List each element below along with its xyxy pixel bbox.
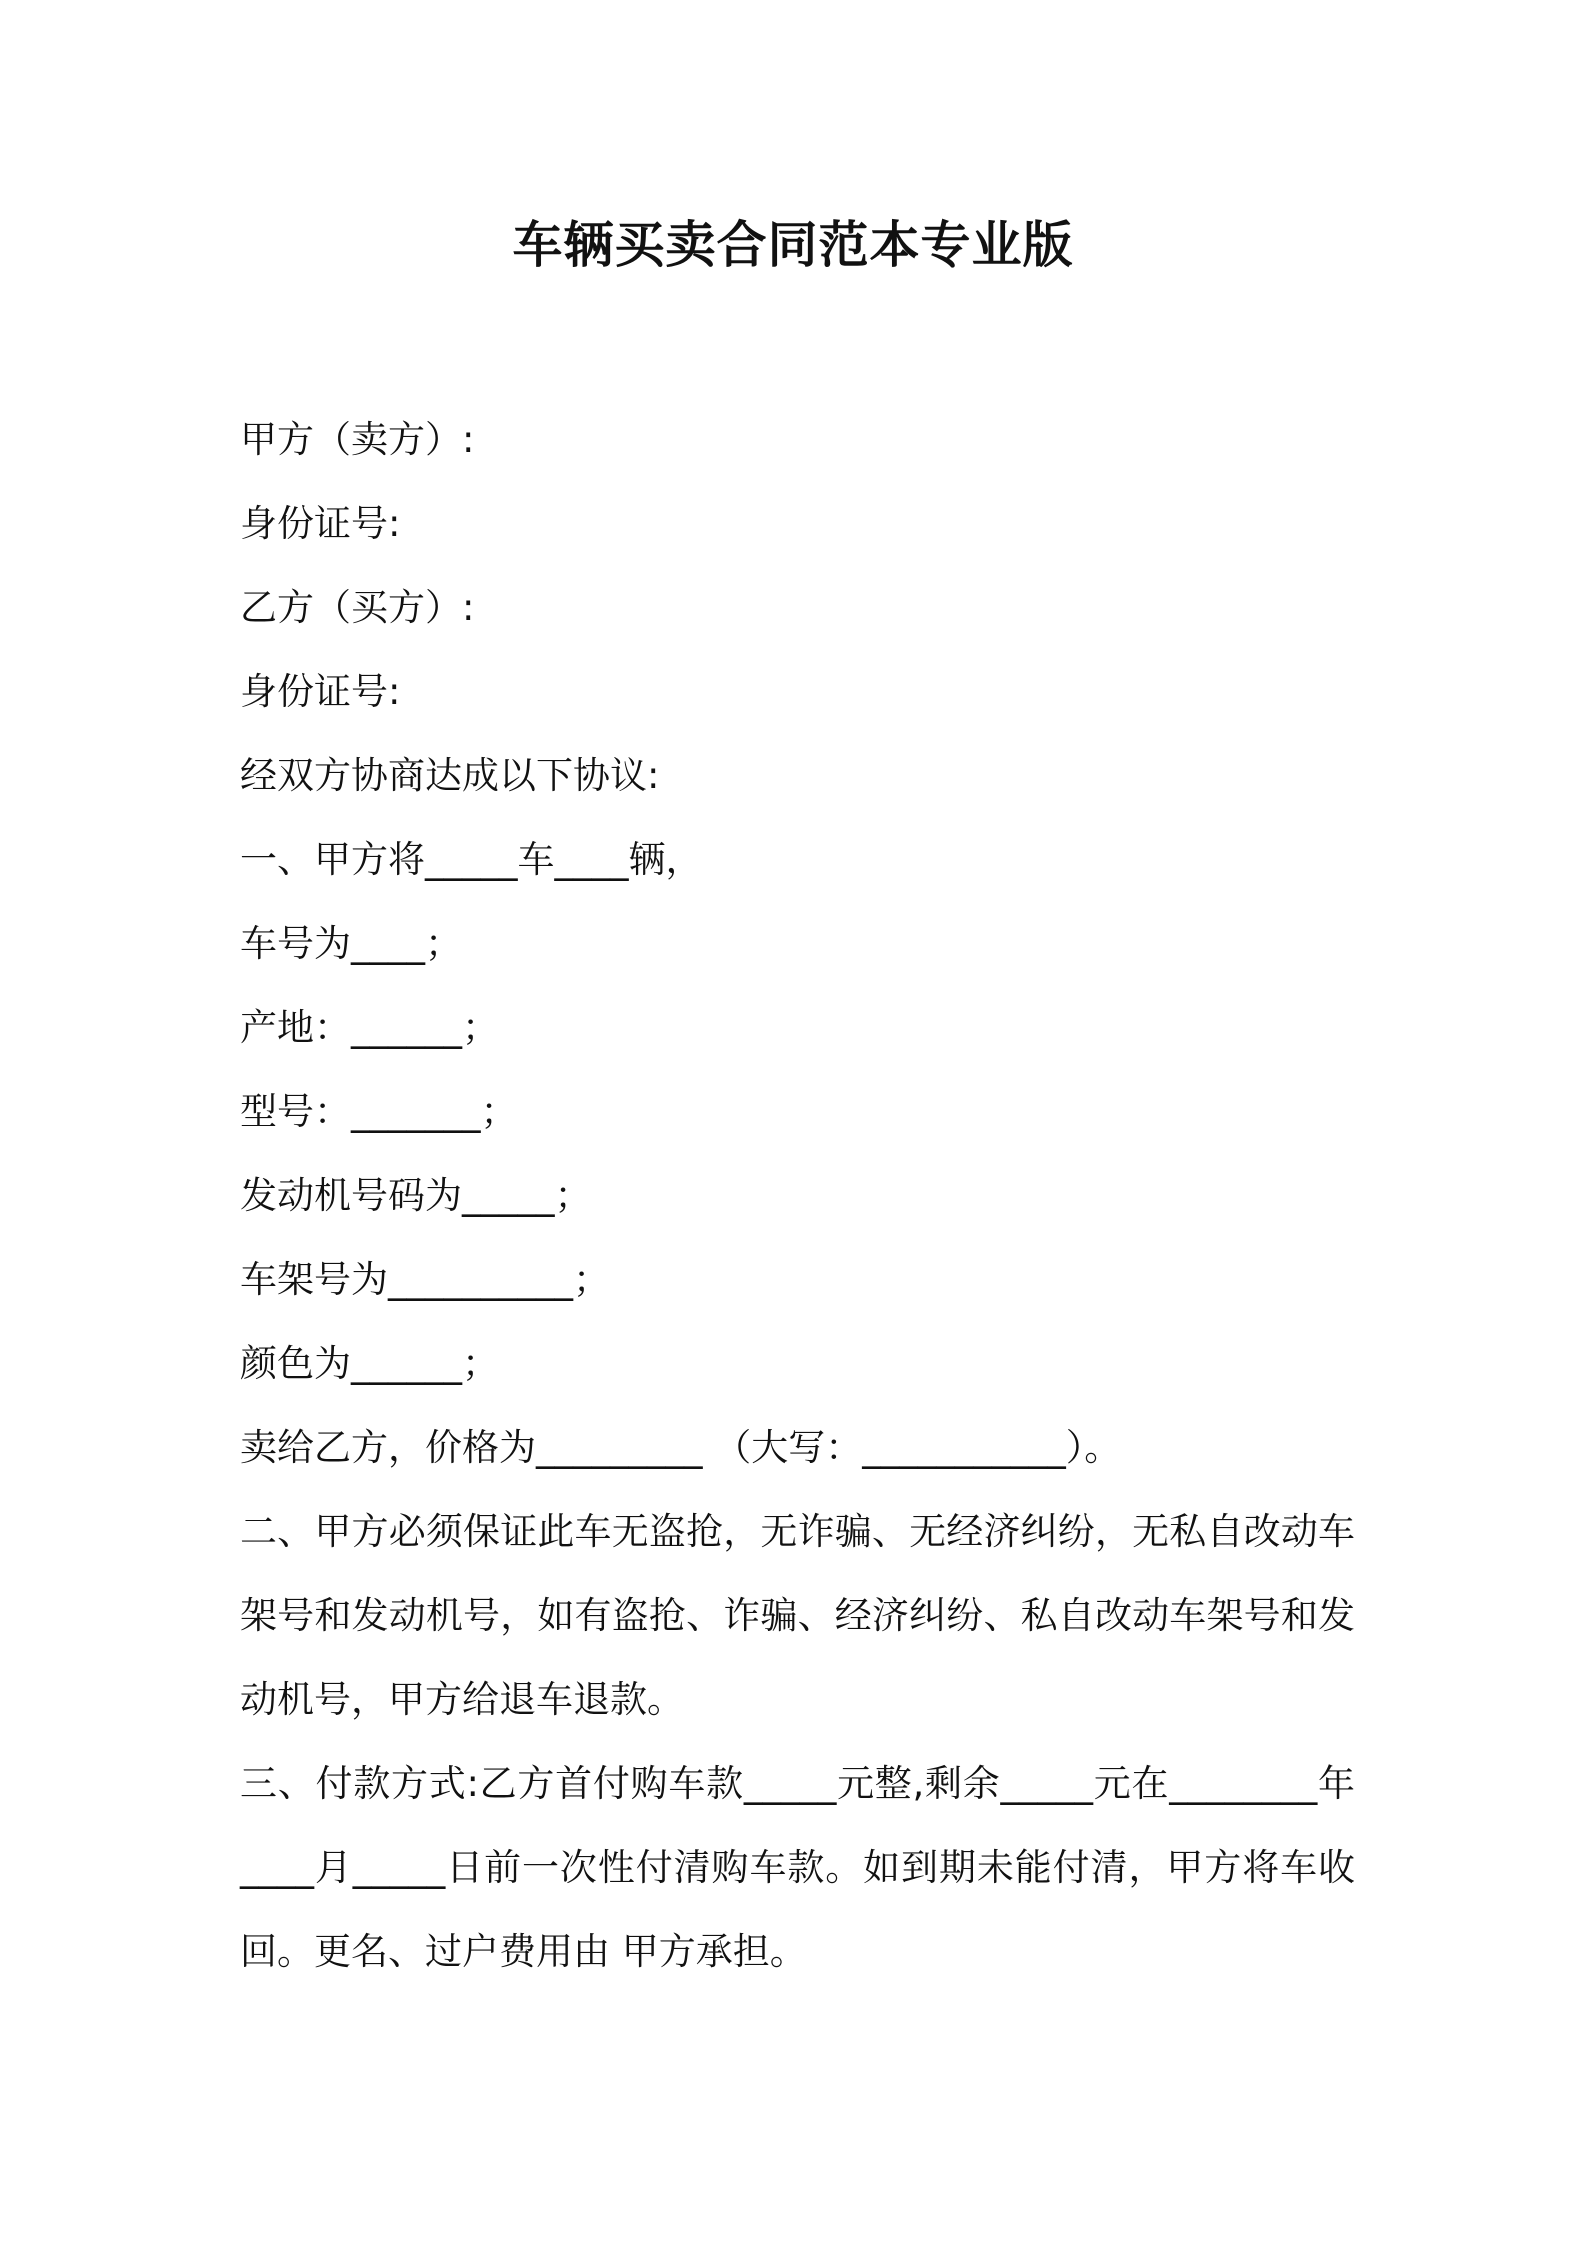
seller-line: 甲方（卖方）: [240,418,475,461]
model-line: 型号：_______； [240,1090,518,1133]
price-line: 卖给乙方，价格为_________ （大写：___________）。 [240,1426,1122,1469]
seller-id-line: 身份证号: [240,502,401,545]
document-body [240,398,1355,1994]
engine-number-line: 发动机号码为_____； [240,1174,592,1217]
origin-line: 产地：______； [240,1006,499,1049]
buyer-line: 乙方（买方）: [240,586,475,629]
clause-3-payment: 三、付款方式:乙方首付购车款_____元整,剩余_____元在________年____月_____日前一次性付清购车款。如到期未能付清，甲方将车收回。更名、过户费用由 甲方承担。 [240,1762,1355,1973]
buyer-id-line: 身份证号: [240,670,401,713]
color-line: 颜色为______； [240,1342,499,1385]
clause-2-guarantee: 二、甲方必须保证此车无盗抢，无诈骗、无经济纠纷，无私自改动车架号和发动机号，如有盗抢、诈骗、经济纠纷、私自改动车架号和发动机号，甲方给退车退款。 [240,1510,1355,1721]
clause-1-vehicle: 一、甲方将_____车____辆， [240,838,703,881]
agreement-intro: 经双方协商达成以下协议: [240,754,660,797]
plate-number-line: 车号为____； [240,922,462,965]
document-title: 车辆买卖合同范本专业版 [512,216,1074,274]
frame-number-line: 车架号为__________； [240,1258,610,1301]
